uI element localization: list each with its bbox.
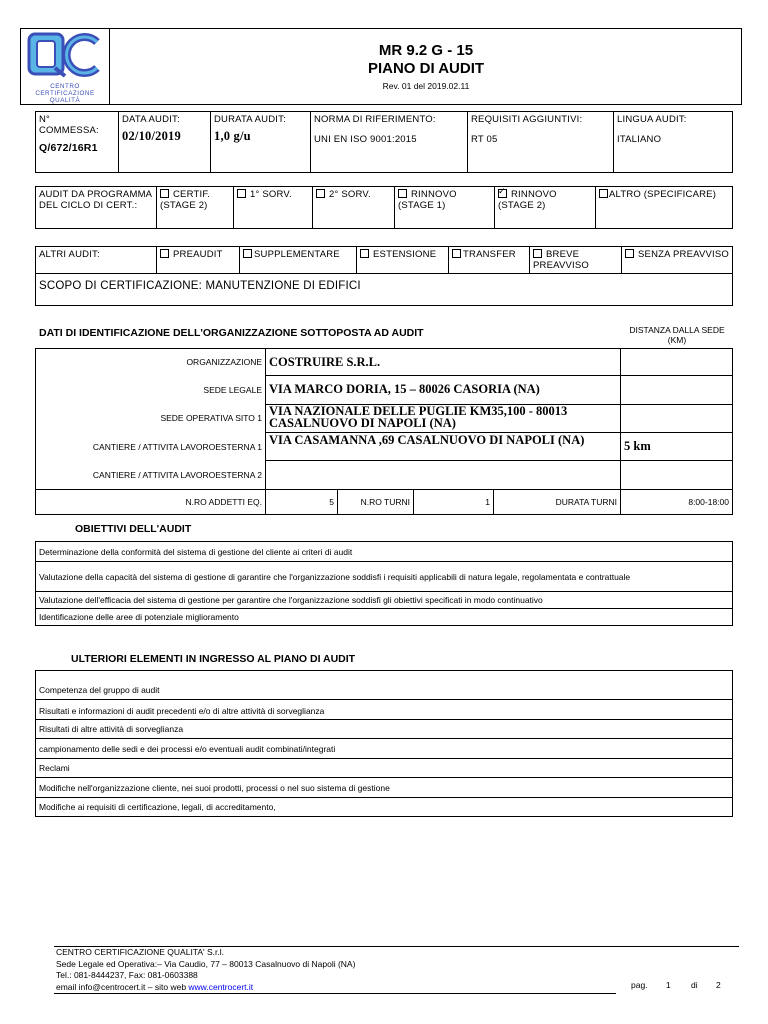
checkbox-icon	[160, 249, 169, 258]
altri-label: ALTRI AUDIT:	[36, 247, 157, 274]
cq-logo-icon	[27, 32, 103, 78]
audit-info-table	[35, 111, 733, 173]
programma-table	[35, 186, 733, 229]
checkbox-icon	[243, 249, 252, 258]
ulteriori-title: ULTERIORI ELEMENTI IN INGRESSO AL PIANO DI AUDIT	[71, 653, 356, 665]
option-label: ESTENSIONE	[373, 249, 437, 260]
option-breve-preavviso[interactable]	[530, 247, 622, 274]
option-certif-stage2[interactable]	[157, 187, 234, 229]
distanza-label: DISTANZA DALLA SEDE (KM)	[629, 325, 725, 345]
option-label: TRANSFER	[463, 249, 516, 260]
sede-legale-label: SEDE LEGALE	[36, 376, 266, 404]
addetti-label: N.RO ADDETTI EQ.	[36, 489, 266, 514]
footer-website-link[interactable]: www.centrocert.it	[188, 981, 254, 992]
checkbox-icon	[316, 189, 325, 198]
document-revision: Rev. 01 del 2019.02.11	[382, 81, 470, 91]
page-total: 2	[716, 980, 721, 990]
checkbox-icon	[452, 249, 461, 258]
option-transfer[interactable]	[449, 247, 530, 274]
option-label: SUPPLEMENTARE	[254, 249, 340, 260]
data-audit-label: DATA AUDIT:	[122, 114, 180, 125]
cantiere-2-distance	[621, 461, 733, 489]
lingua-value: ITALIANO	[617, 134, 662, 145]
durata-audit-value: 1,0 g/u	[214, 129, 251, 143]
checked-checkbox-icon	[498, 189, 507, 198]
option-label: BREVE PREAVVISO	[533, 249, 590, 271]
data-audit-cell	[119, 112, 211, 173]
norma-cell	[311, 112, 468, 173]
option-label: 2° SORV.	[329, 189, 371, 200]
footer-company: CENTRO CERTIFICAZIONE QUALITA' S.r.l.	[56, 947, 225, 957]
programma-label: AUDIT DA PROGRAMMA DEL CICLO DI CERT.:	[36, 187, 157, 229]
footer-phone: Tel.: 081-8444237, Fax: 081-0603388	[56, 970, 198, 980]
option-label: CERTIF. (STAGE 2)	[160, 189, 211, 211]
footer-email: email info@centrocert.it – sito web	[56, 981, 189, 992]
option-altro[interactable]	[596, 187, 733, 229]
commessa-cell	[36, 112, 119, 173]
cantiere-1-distance: 5 km	[621, 432, 733, 460]
page-indicator	[631, 980, 731, 990]
option-estensione[interactable]	[357, 247, 449, 274]
checkbox-icon	[160, 189, 169, 198]
logo-text-line3: QUALITÀ	[49, 97, 81, 104]
organizzazione-distance	[621, 349, 733, 376]
ulteriore-item: Risultati e informazioni di audit precedenti e/o di altre attività di sorveglianza	[36, 700, 733, 720]
addetti-value: 5	[266, 489, 338, 514]
obiettivo-item: Determinazione della conformità del sistema di gestione del cliente ai criteri di audit	[36, 542, 733, 562]
sede-operativa-distance	[621, 404, 733, 432]
durata-audit-cell	[211, 112, 311, 173]
option-label: RINNOVO (STAGE 2)	[498, 189, 557, 211]
document-code: MR 9.2 G - 15	[378, 42, 474, 59]
ulteriore-item: Reclami	[36, 759, 733, 778]
obiettivo-item: Identificazione delle aree di potenziale miglioramento	[36, 609, 733, 626]
option-label: SENZA PREAVVISO	[638, 249, 729, 260]
durata-turni-label: DURATA TURNI	[494, 489, 621, 514]
ulteriore-item: Modifiche nell'organizzazione cliente, nei suoi prodotti, processi o nel suo sistema di gestione	[36, 778, 733, 798]
option-label: PREAUDIT	[173, 249, 223, 260]
option-rinnovo-stage2[interactable]	[495, 187, 596, 229]
norma-label: NORMA DI RIFERIMENTO:	[314, 114, 436, 125]
checkbox-icon	[360, 249, 369, 258]
page-label: pag.	[631, 980, 648, 990]
altri-audit-table	[35, 246, 733, 306]
option-preaudit[interactable]	[157, 247, 240, 274]
obiettivi-title: OBIETTIVI DELL'AUDIT	[75, 523, 192, 535]
option-supplementare[interactable]	[240, 247, 357, 274]
data-audit-value: 02/10/2019	[122, 129, 181, 143]
footer-email-line	[56, 982, 626, 994]
checkbox-icon	[237, 189, 246, 198]
cantiere-1-label: CANTIERE / ATTIVITA LAVOROESTERNA 1	[36, 432, 266, 460]
page-number: 1	[665, 980, 671, 990]
sede-legale-distance	[621, 376, 733, 404]
lingua-label: LINGUA AUDIT:	[617, 114, 687, 125]
norma-value: UNI EN ISO 9001:2015	[314, 134, 417, 145]
sede-operativa-value: VIA NAZIONALE DELLE PUGLIE KM35,100 - 80013 CASALNUOVO DI NAPOLI (NA)	[266, 404, 621, 432]
of-label: di	[691, 980, 698, 990]
ulteriore-item: Competenza del gruppo di audit	[36, 671, 733, 700]
turni-value: 1	[414, 489, 494, 514]
obiettivo-item: Valutazione dell'efficacia del sistema di gestione per garantire che l'organizzazione soddisfi gli obiettivi specificati in modo continuativo	[36, 592, 733, 609]
company-logo	[27, 32, 103, 104]
option-2-sorv[interactable]	[313, 187, 395, 229]
requisiti-cell	[468, 112, 614, 173]
requisiti-value: RT 05	[471, 134, 498, 145]
commessa-value: Q/672/16R1	[39, 142, 98, 154]
durata-audit-label: DURATA AUDIT:	[214, 114, 286, 125]
ulteriori-table	[35, 670, 733, 817]
footer-address: Sede Legale ed Operativa:– Via Caudio, 77 – 80013 Casalnuovo di Napoli (NA)	[56, 958, 356, 969]
obiettivo-item: Valutazione della capacità del sistema di gestione di garantire che l'organizzazione soddisfi i requisiti applicabili di natura legale, regolamentata e contrattuale	[36, 562, 733, 592]
option-label: RINNOVO (STAGE 1)	[398, 189, 457, 211]
identificazione-title: DATI DI IDENTIFICAZIONE DELL'ORGANIZZAZIONE SOTTOPOSTA AD AUDIT	[39, 327, 424, 339]
logo-text-line2: CERTIFICAZIONE	[35, 90, 95, 97]
checkbox-icon	[625, 249, 634, 258]
option-label: ALTRO (SPECIFICARE)	[609, 189, 717, 200]
lingua-cell	[614, 112, 733, 173]
obiettivi-table	[35, 541, 733, 626]
sede-legale-value: VIA MARCO DORIA, 15 – 80026 CASORIA (NA)	[266, 376, 621, 404]
durata-turni-value: 8:00-18:00	[621, 489, 733, 514]
scopo-certificazione: SCOPO DI CERTIFICAZIONE: MANUTENZIONE DI EDIFICI	[36, 274, 733, 306]
organizzazione-value: COSTRUIRE S.R.L.	[266, 349, 621, 376]
cantiere-1-value: VIA CASAMANNA ,69 CASALNUOVO DI NAPOLI (NA)	[266, 432, 621, 460]
ulteriore-item: campionamento delle sedi e dei processi e/o eventuali audit combinati/integrati	[36, 739, 733, 759]
cantiere-2-value	[266, 461, 621, 489]
option-label: 1° SORV.	[250, 189, 292, 200]
document-title: PIANO DI AUDIT	[367, 60, 485, 77]
logo-text-line1: CENTRO	[50, 83, 80, 90]
commessa-label: N° COMMESSA:	[39, 114, 99, 136]
organizzazione-label: ORGANIZZAZIONE	[36, 349, 266, 376]
cantiere-2-label: CANTIERE / ATTIVITA LAVOROESTERNA 2	[36, 461, 266, 489]
footer-info	[56, 947, 626, 993]
footer-bottom-rule	[54, 993, 616, 994]
checkbox-icon	[599, 189, 608, 198]
checkbox-icon	[533, 249, 542, 258]
option-senza-preavviso[interactable]	[622, 247, 733, 274]
turni-label: N.RO TURNI	[338, 489, 414, 514]
sede-operativa-label: SEDE OPERATIVA SITO 1	[36, 404, 266, 432]
identificazione-table	[35, 348, 733, 515]
option-1-sorv[interactable]	[234, 187, 313, 229]
option-rinnovo-stage1[interactable]	[395, 187, 495, 229]
requisiti-label: REQUISITI AGGIUNTIVI:	[471, 114, 583, 125]
ulteriore-item: Modifiche ai requisiti di certificazione, legali, di accreditamento,	[36, 798, 733, 817]
ulteriore-item: Risultati di altre attività di sorveglianza	[36, 720, 733, 739]
checkbox-icon	[398, 189, 407, 198]
